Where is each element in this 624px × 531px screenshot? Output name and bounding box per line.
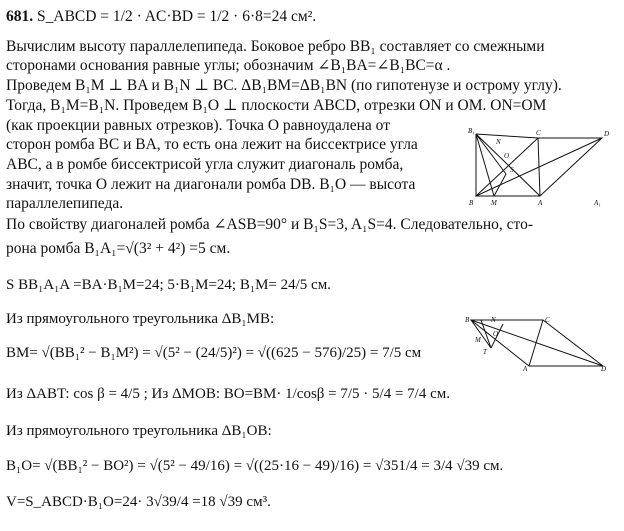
area-formula: S_ABCD = 1/2 · AC·BD = 1/2 · 6·8=24 см². — [37, 8, 317, 25]
fig2-label-t: T — [483, 348, 487, 356]
text-line-9: параллелепипеда. — [6, 195, 124, 212]
fig2-label-c: C — [545, 316, 550, 324]
fig2-label-o: O — [493, 330, 499, 338]
rhombus-figure — [463, 314, 613, 372]
text-line-8: значит, точка O лежит на диагонали ромба DB. B₁O — высота — [6, 176, 416, 193]
text-line-1: Вычислим высоту параллелепипеда. Боковое ребро BB₁ составляет со смежными — [6, 38, 545, 55]
rhombus-drawing — [463, 314, 613, 372]
fig2-label-m: M — [475, 336, 481, 344]
problem-header — [6, 8, 316, 26]
text-line-11: рона ромба B₁A₁=√(3² + 4²) =5 см. — [6, 240, 231, 257]
fig1-label-m: M — [491, 199, 497, 207]
fig1-label-o: O — [504, 152, 510, 160]
formula-bo: Из ΔABT: cos β = 4/5 ; Из ΔMOB: BO=BM· 1/cosβ = 7/5 · 5/4 = 7/4 см. — [6, 386, 450, 402]
triangle-b1ob-heading: Из прямоугольного треугольника ΔB₁OB: — [6, 423, 272, 439]
fig2-label-b: B — [465, 316, 470, 324]
text-line-2: сторонами основания равные углы; обозначим ∠B₁BA=∠B₁BC=α . — [6, 57, 451, 74]
fig1-label-b: B — [469, 199, 474, 207]
text-line-4: Тогда, B₁M=B₁N. Проведем B₁O ⊥ плоскости ABCD, отрезки ON и OM. ON=OM — [6, 97, 547, 114]
text-line-5: (как проекции равных отрезков). Точка O равноудалена от — [6, 117, 390, 134]
fig1-label-a1: A₁ — [594, 199, 601, 207]
fig1-label-b1: B₁ — [468, 127, 475, 135]
fig2-label-a: A — [523, 365, 528, 372]
text-line-3: Проведем B₁M ⊥ BA и B₁N ⊥ BC. ΔB₁BM=ΔB₁BN (по гипотенузе и острому углу). — [6, 77, 562, 94]
formula-volume: V=S_ABCD·B₁O=24· 3√39/4 =18 √39 см³. — [6, 494, 271, 510]
fig1-label-d: D — [604, 130, 610, 138]
fig1-label-s: S — [510, 166, 514, 174]
fig2-label-n: N — [491, 316, 496, 324]
parallelepiped-drawing — [466, 124, 616, 214]
formula-lateral-area: S BB₁A₁A =BA·B₁M=24; 5·B₁M=24; B₁M= 24/5 см. — [6, 277, 331, 293]
text-line-6: сторон ромба BC и BA, то есть она лежит на биссектрисе угла — [6, 136, 418, 153]
parallelepiped-figure — [466, 124, 616, 214]
problem-number: 681. — [6, 8, 34, 25]
fig1-label-n: N — [496, 138, 501, 146]
fig1-label-c: C — [536, 129, 541, 137]
triangle-b1mb-heading: Из прямоугольного треугольника ΔB₁MB: — [6, 311, 275, 327]
fig2-label-d: D — [601, 365, 607, 372]
formula-b1o: B₁O= √(BB₁² − BO²) = √(5² − 49/16) = √((25·16 − 49)/16) = √351/4 = 3/4 √39 см. — [6, 458, 504, 474]
fig1-label-a: A — [538, 199, 543, 207]
formula-bm: BM= √(BB₁² − B₁M²) = √(5² − (24/5)²) = √((625 − 576)/25) = 7/5 см — [6, 345, 422, 361]
text-line-7: ABC, а в ромбе биссектрисой угла служит диагональ ромба, — [6, 156, 404, 173]
text-line-10: По свойству диагоналей ромба ∠ASB=90° и B₁S=3, A₁S=4. Следовательно, сто- — [6, 216, 533, 233]
